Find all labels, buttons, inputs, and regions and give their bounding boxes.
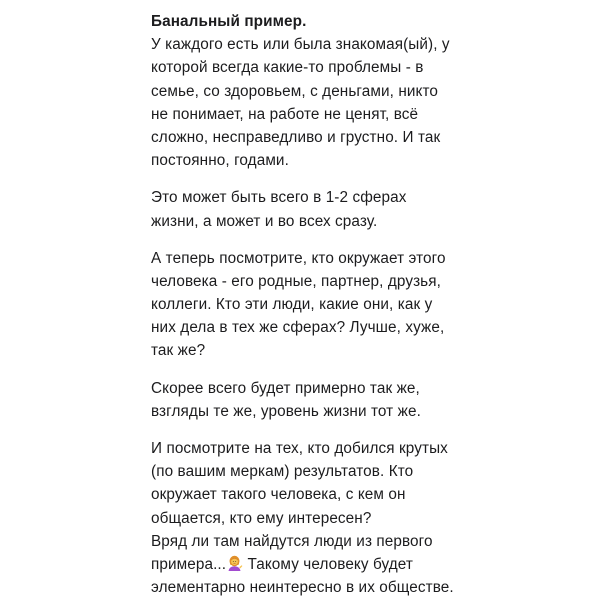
paragraph-3-line-5: так же? — [151, 342, 206, 360]
paragraph-5-line-4: общается, кто ему интересен? — [151, 509, 372, 527]
paragraph-3-line-3: коллеги. Кто эти люди, какие они, как у — [151, 296, 433, 314]
paragraph-2-line-1: Это может быть всего в 1-2 сферах — [151, 189, 407, 207]
paragraph-4-line-1: Скорее всего будет примерно так же, — [151, 379, 420, 397]
paragraph-gap — [151, 423, 471, 437]
paragraph-1-line-6: постоянно, годами. — [151, 152, 289, 170]
paragraph-gap — [151, 363, 471, 377]
emoji-line-before: примера... — [151, 555, 227, 573]
paragraph-5-line-1: И посмотрите на тех, кто добился крутых — [151, 440, 448, 457]
paragraph-5-line-2: (по вашим меркам) результатов. Кто — [151, 463, 414, 481]
paragraph-gap — [151, 233, 471, 247]
paragraph-4-line-2: взгляды те же, уровень жизни тот же. — [151, 402, 421, 420]
paragraph-3-line-2: человека - его родные, партнер, друзья, — [151, 272, 441, 290]
emoji-line-after: Такому человеку будет — [243, 555, 413, 573]
paragraph-3-line-4: них дела в тех же сферах? Лучше, хуже, — [151, 319, 445, 337]
paragraph-1-line-5: сложно, несправедливо и грустно. И так — [151, 128, 441, 146]
note-title: Банальный пример. — [151, 13, 307, 30]
paragraph-1-line-3: семье, со здоровьем, с деньгами, никто — [151, 82, 439, 100]
paragraph-1-line-4: не понимает, на работе не ценят, всё — [151, 105, 419, 123]
note-body — [151, 10, 471, 599]
person-tipping-hand-emoji — [227, 555, 243, 571]
paragraph-5-line-6 — [151, 553, 471, 576]
paragraph-5-line-3: окружает такого человека, с кем он — [151, 486, 406, 504]
paragraph-5-line-5: Вряд ли там найдутся люди из первого — [151, 532, 433, 550]
paragraph-1-line-1: У каждого есть или была знакомая(ый), у — [151, 36, 450, 54]
paragraph-3-line-1: А теперь посмотрите, кто окружает этого — [151, 249, 446, 267]
paragraph-5-line-7: элементарно неинтересно в их обществе. — [151, 579, 454, 597]
paragraph-gap — [151, 172, 471, 186]
paragraph-1-line-2: которой всегда какие-то проблемы - в — [151, 59, 424, 77]
paragraph-2-line-2: жизни, а может и во всех сразу. — [151, 212, 378, 230]
